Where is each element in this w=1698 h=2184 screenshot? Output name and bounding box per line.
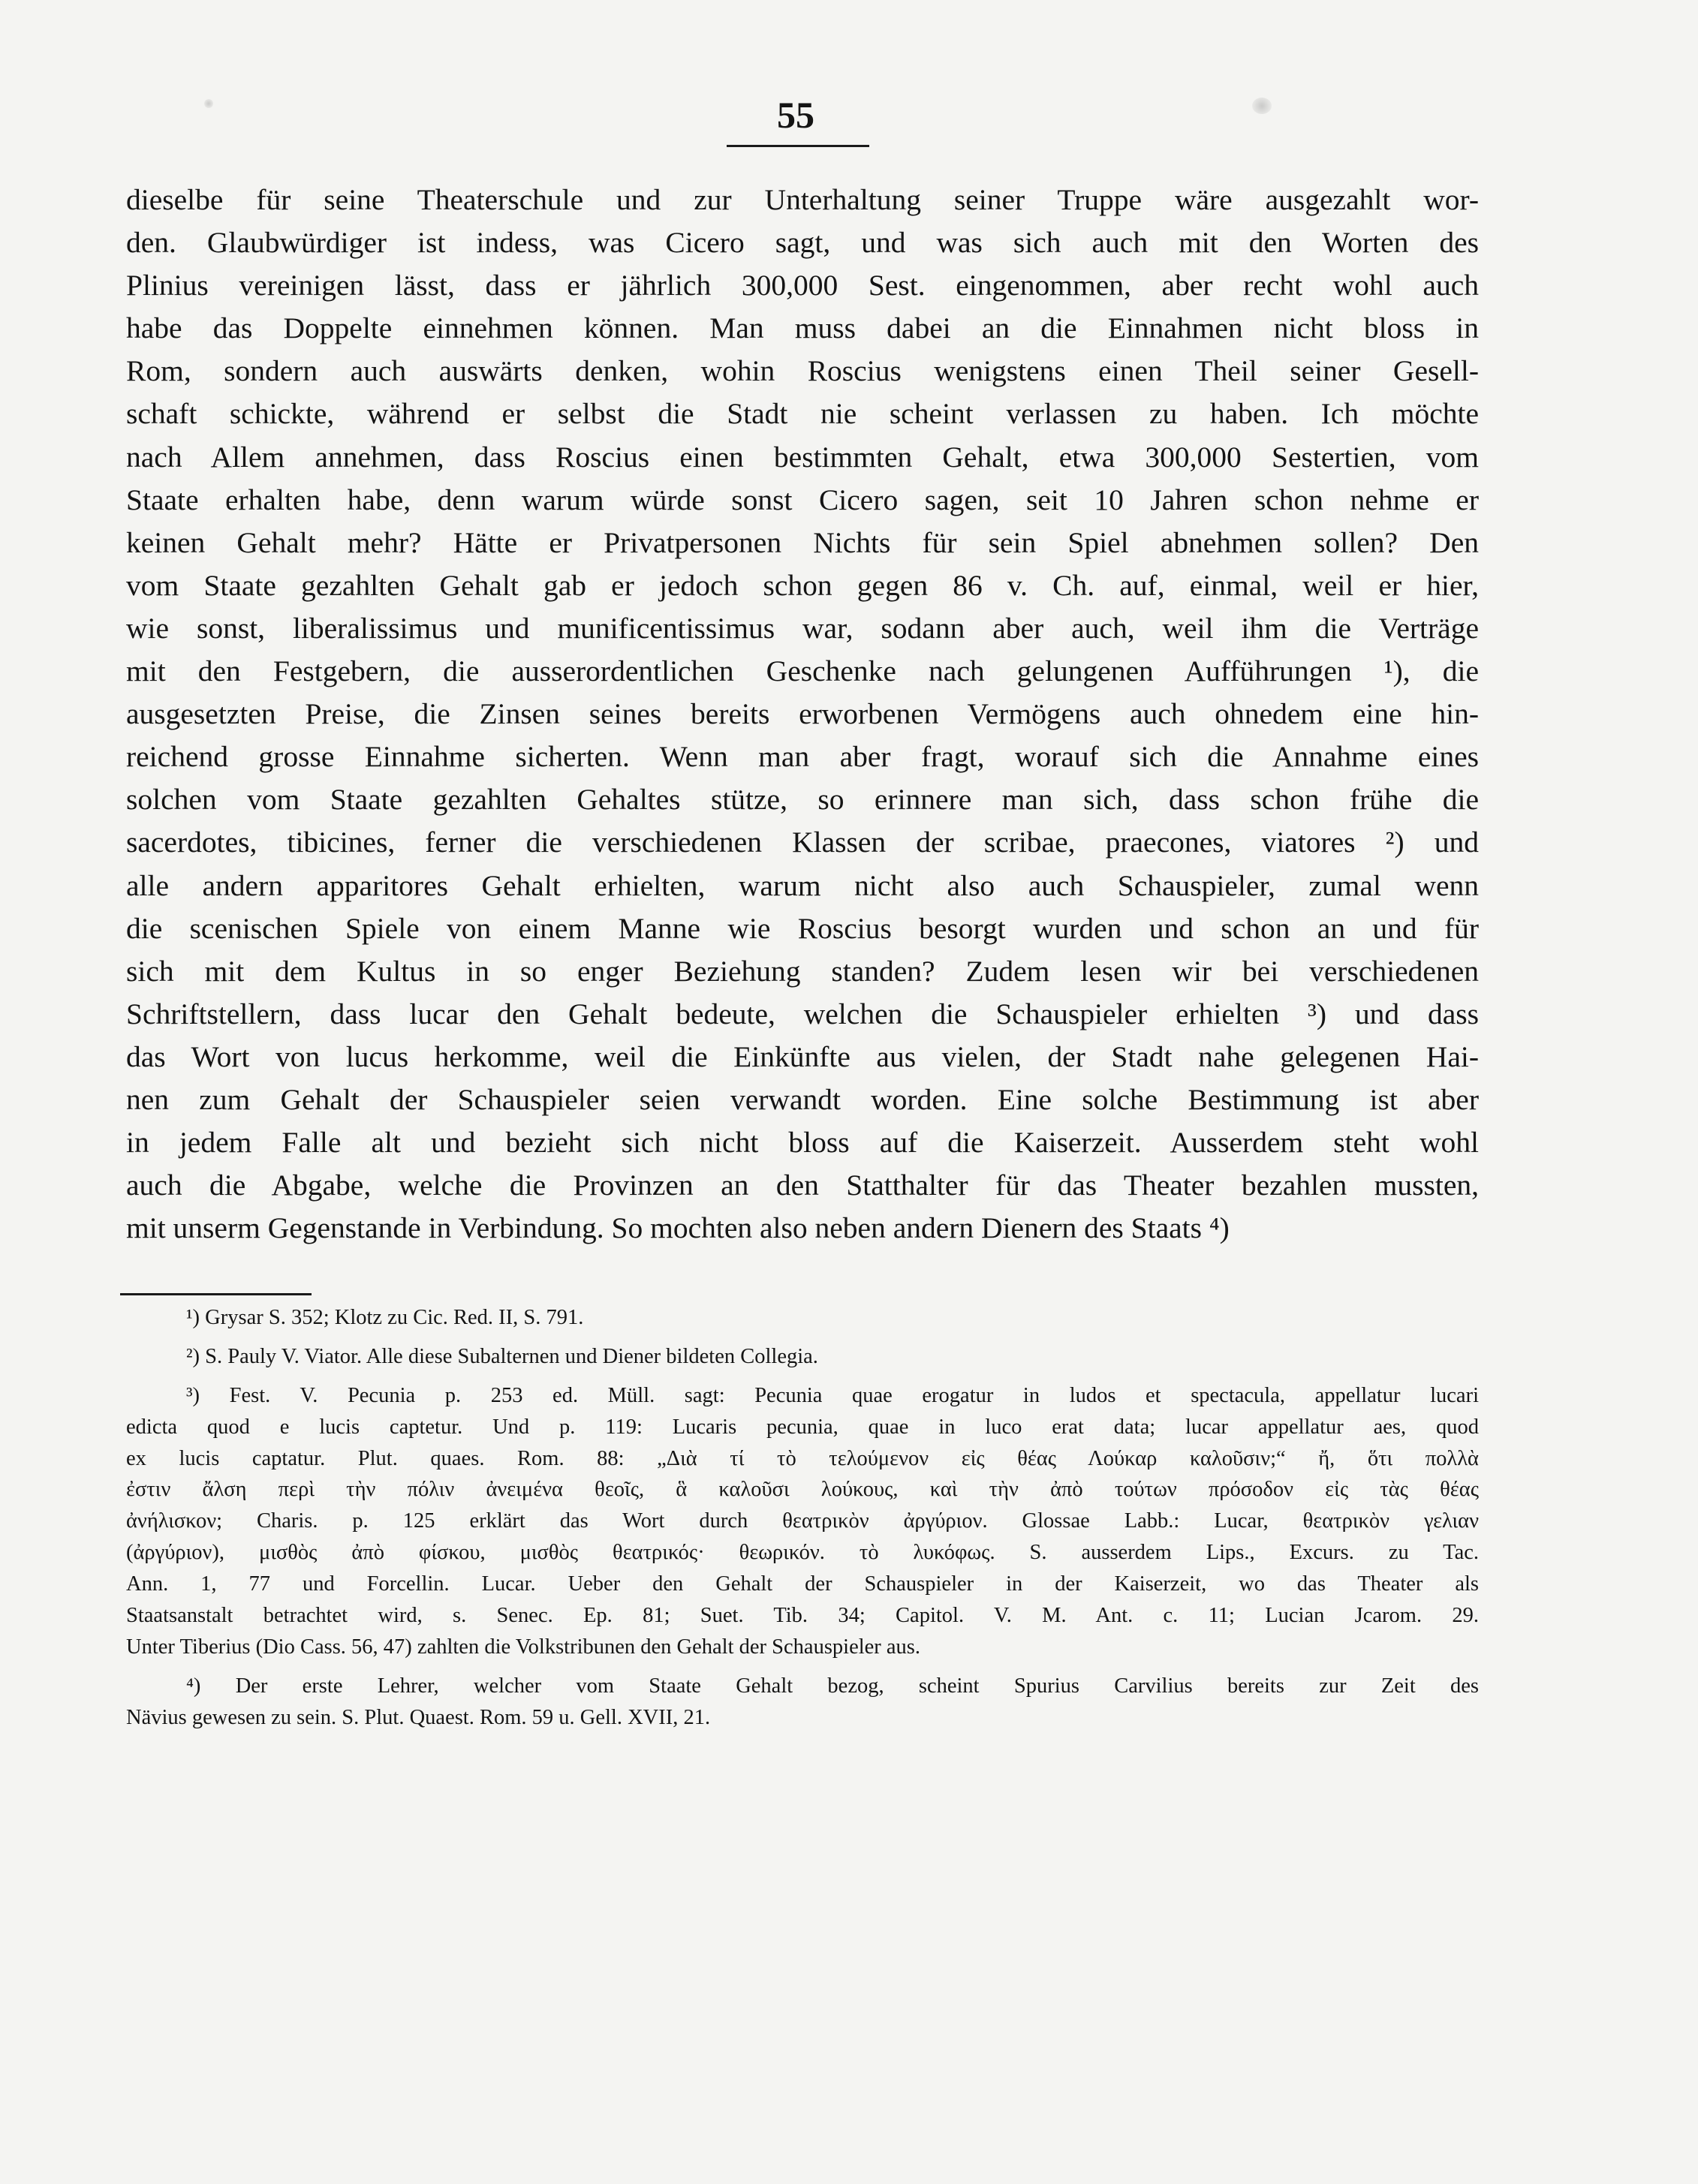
footnote-line: ⁴) Der erste Lehrer, welcher vom Staate Gehalt bezog, scheint Spurius Carvilius bereits zur Zeit des [186,1674,1479,1698]
footnote [126,1341,1479,1373]
footnote-gap [126,1663,1479,1671]
body-line: keinen Gehalt mehr? Hätte er Privatpersonen Nichts für sein Spiel abnehmen sollen? Den [126,525,1479,559]
footnotes [126,1302,1479,1734]
body-line: ausgesetzten Preise, die Zinsen seines bereits erworbenen Vermögens auch ohnedem eine hin- [126,697,1479,731]
footnote-line: ³) Fest. V. Pecunia p. 253 ed. Müll. sagt: Pecunia quae erogatur in ludos et spectacula, appellatur lucari [186,1383,1479,1407]
body-line: habe das Doppelte einnehmen können. Man muss dabei an die Einnahmen nicht bloss in [126,311,1479,345]
body-line: den. Glaubwürdiger ist indess, was Cicero sagt, und was sich auch mit den Worten des [126,226,1479,260]
footnote-line: Ann. 1, 77 und Forcellin. Lucar. Ueber den Gehalt der Schauspieler in der Kaiserzeit, wo das Theater als [126,1572,1479,1596]
footnote-line: Unter Tiberius (Dio Cass. 56, 47) zahlten die Volkstribunen den Gehalt der Schauspieler aus. [126,1635,921,1659]
body-line: solchen vom Staate gezahlten Gehaltes stütze, so erinnere man sich, dass schon frühe die [126,783,1479,817]
paper-stain [204,99,213,108]
footnote-line: ἀνήλισκον; Charis. p. 125 erklärt das Wort durch θεατρικὸν ἀργύριον. Glossae Labb.: Lucar, θεατρικὸν γελιαν [126,1509,1479,1533]
body-line: dieselbe für seine Theaterschule und zur Unterhaltung seiner Truppe wäre ausgezahlt wor- [126,183,1479,216]
body-line: sacerdotes, tibicines, ferner die verschiedenen Klassen der scribae, praecones, viatores ²) und [126,826,1479,859]
body-line: nach Allem annehmen, dass Roscius einen bestimmten Gehalt, etwa 300,000 Sestertien, vom [126,440,1479,474]
body-line: mit unserm Gegenstande in Verbindung. So mochten also neben andern Dienern des Staats ⁴) [126,1211,1230,1245]
body-line: auch die Abgabe, welche die Provinzen an den Statthalter für das Theater bezahlen mussten, [126,1169,1479,1202]
page-number: 55 [777,94,814,136]
footnote-line: ex lucis captatur. Plut. quaes. Rom. 88: „Διὰ τί τὸ τελούμενον εἰς θέας Λούκαρ καλοῦσιν;“ ἤ, ὅτι πολλὰ [126,1446,1479,1470]
page-number-rule [727,145,869,147]
body-line: Plinius vereinigen lässt, dass er jährlich 300,000 Sest. eingenommen, aber recht wohl auch [126,269,1479,302]
body-line: mit den Festgebern, die ausserordentlichen Geschenke nach gelungenen Aufführungen ¹), die [126,654,1479,688]
body-line: die scenischen Spiele von einem Manne wie Roscius besorgt wurden und schon an und für [126,911,1479,945]
footnote-rule [120,1293,312,1295]
footnote-line: edicta quod e lucis captetur. Und p. 119: Lucaris pecunia, quae in luco erat data; lucar appellatur aes, quod [126,1415,1479,1439]
footnote-line: ἐστιν ἄλση περὶ τὴν πόλιν ἀνειμένα θεοῖς, ἃ καλοῦσι λούκους, καὶ τὴν ἀπὸ τούτων πρόσοδον εἰς τὰς θέας [126,1478,1479,1502]
footnote-gap [126,1373,1479,1380]
footnote [126,1302,1479,1334]
body-line: Rom, sondern auch auswärts denken, wohin Roscius wenigstens einen Theil seiner Gesell- [126,354,1479,388]
body-line: schaft schickte, während er selbst die Stadt nie scheint verlassen zu haben. Ich möchte [126,397,1479,431]
body-line: Staate erhalten habe, denn warum würde sonst Cicero sagen, seit 10 Jahren schon nehme er [126,483,1479,516]
paper-stain [1252,98,1272,114]
body-line: alle andern apparitores Gehalt erhielten, warum nicht also auch Schauspieler, zumal wenn [126,868,1479,902]
body-line: reichend grosse Einnahme sicherten. Wenn man aber fragt, worauf sich die Annahme eines [126,740,1479,774]
footnote [126,1671,1479,1734]
body-line: sich mit dem Kultus in so enger Beziehung standen? Zudem lesen wir bei verschiedenen [126,954,1479,988]
body-line: in jedem Falle alt und bezieht sich nicht bloss auf die Kaiserzeit. Ausserdem steht wohl [126,1126,1479,1160]
footnote [126,1380,1479,1663]
body-text [126,179,1479,1250]
footnote-line: (ἀργύριον), μισθὸς ἀπὸ φίσκου, μισθὸς θεατρικός· θεωρικόν. τὸ λυκόφως. S. ausserdem Lips., Excurs. zu Tac. [126,1541,1479,1565]
footnote-line: ²) S. Pauly V. Viator. Alle diese Subalternen und Diener bildeten Collegia. [186,1344,818,1368]
footnote-line: Nävius gewesen zu sein. S. Plut. Quaest. Rom. 59 u. Gell. XVII, 21. [126,1705,711,1729]
body-line: nen zum Gehalt der Schauspieler seien verwandt worden. Eine solche Bestimmung ist aber [126,1082,1479,1116]
body-line: vom Staate gezahlten Gehalt gab er jedoch schon gegen 86 v. Ch. auf, einmal, weil er hier, [126,568,1479,602]
footnote-line: Staatsanstalt betrachtet wird, s. Senec. Ep. 81; Suet. Tib. 34; Capitol. V. M. Ant. c. 11; Lucian Jcarom. 29. [126,1604,1479,1628]
body-line: das Wort von lucus herkomme, weil die Einkünfte aus vielen, der Stadt nahe gelegenen Hai- [126,1039,1479,1073]
body-line: wie sonst, liberalissimus und munificentissimus war, sodann aber auch, weil ihm die Verträge [126,611,1479,645]
body-line: Schriftstellern, dass lucar den Gehalt bedeute, welchen die Schauspieler erhielten ³) und dass [126,997,1479,1030]
footnote-line: ¹) Grysar S. 352; Klotz zu Cic. Red. II, S. 791. [186,1306,584,1329]
footnote-gap [126,1334,1479,1341]
